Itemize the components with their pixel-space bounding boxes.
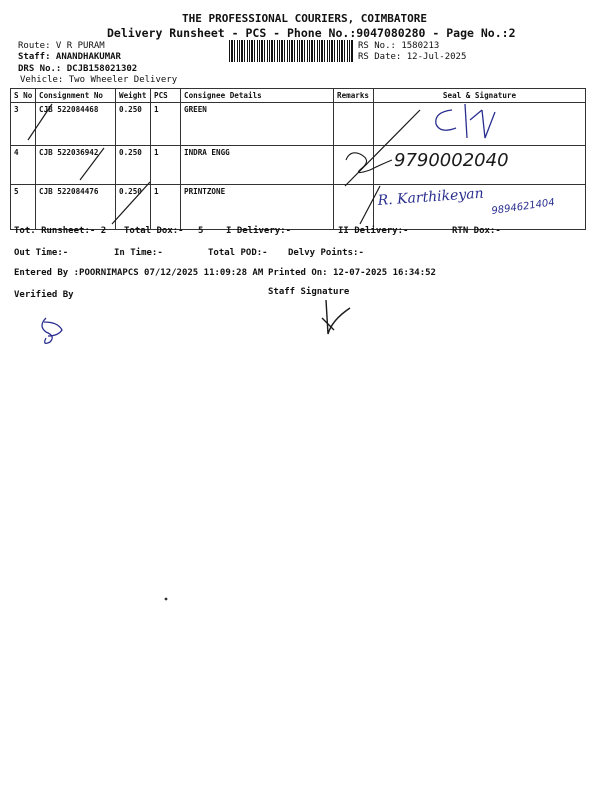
company-name: THE PROFESSIONAL COURIERS, COIMBATORE bbox=[182, 12, 428, 25]
cell-remarks bbox=[334, 185, 374, 230]
row3-name-handwritten: R. Karthikeyan bbox=[377, 185, 485, 209]
cell-pcs: 1 bbox=[151, 146, 181, 185]
total-dox-value: 5 bbox=[198, 226, 204, 236]
in-time-label: In Time:- bbox=[114, 248, 163, 258]
cell-sno: 3 bbox=[11, 103, 36, 146]
cell-pcs: 1 bbox=[151, 103, 181, 146]
out-time-label: Out Time:- bbox=[14, 248, 69, 258]
rs-number: RS No.: 1580213 bbox=[358, 41, 440, 51]
col-header-pcs: PCS bbox=[151, 89, 181, 103]
verified-initials bbox=[42, 318, 62, 343]
printed-on: Printed On: 12-07-2025 16:34:52 bbox=[268, 268, 436, 278]
cell-sno: 5 bbox=[11, 185, 36, 230]
drs-number: DRS No.: DCJB158021302 bbox=[18, 64, 138, 74]
rtn-dox-label: RTN Dox:- bbox=[452, 226, 501, 236]
cell-consignment: CJB 522084468 bbox=[36, 103, 116, 146]
table-row bbox=[11, 103, 586, 146]
entered-by: Entered By :POORNIMAPCS 07/12/2025 11:09:28 AM bbox=[14, 268, 264, 278]
verified-by-label: Verified By bbox=[14, 290, 74, 300]
table-header-row bbox=[11, 89, 586, 103]
staff-signature-mark bbox=[322, 300, 350, 334]
total-pod-label: Total POD:- bbox=[208, 248, 268, 258]
cell-consignee: PRINTZONE bbox=[181, 185, 334, 230]
route-label: Route: V R PURAM bbox=[18, 41, 105, 51]
cell-consignee: GREEN bbox=[181, 103, 334, 146]
i-delivery-label: I Delivery:- bbox=[226, 226, 292, 236]
col-header-seal: Seal & Signature bbox=[374, 89, 586, 103]
total-dox-label: Total Dox:- bbox=[124, 226, 184, 236]
cell-sno: 4 bbox=[11, 146, 36, 185]
col-header-weight: Weight bbox=[116, 89, 151, 103]
cell-seal bbox=[374, 185, 586, 230]
cell-remarks bbox=[334, 103, 374, 146]
cell-seal bbox=[374, 103, 586, 146]
row3-phone-handwritten: 9894621404 bbox=[490, 197, 556, 217]
tot-runsheet: Tot. Runsheet:- 2 bbox=[14, 226, 107, 236]
cell-weight: 0.250 bbox=[116, 146, 151, 185]
cell-weight: 0.250 bbox=[116, 103, 151, 146]
cell-remarks bbox=[334, 146, 374, 185]
col-header-consignee: Consignee Details bbox=[181, 89, 334, 103]
cell-pcs: 1 bbox=[151, 185, 181, 230]
col-header-sno: S No bbox=[11, 89, 36, 103]
cell-consignment: CJB 522084476 bbox=[36, 185, 116, 230]
col-header-remarks: Remarks bbox=[334, 89, 374, 103]
staff-signature-label: Staff Signature bbox=[268, 287, 350, 297]
row2-phone-handwritten: 9790002040 bbox=[394, 150, 509, 171]
ii-delivery-label: II Delivery:- bbox=[338, 226, 409, 236]
staff-label: Staff: ANANDHAKUMAR bbox=[18, 52, 121, 62]
cell-weight: 0.250 bbox=[116, 185, 151, 230]
runsheet-subtitle: Delivery Runsheet - PCS - Phone No.:9047080280 - Page No.:2 bbox=[107, 26, 516, 40]
cell-consignee: INDRA ENGG bbox=[181, 146, 334, 185]
runsheet-table bbox=[10, 88, 586, 230]
col-header-consignment: Consignment No bbox=[36, 89, 116, 103]
cell-consignment: CJB 522036942 bbox=[36, 146, 116, 185]
delvy-points-label: Delvy Points:- bbox=[288, 248, 364, 258]
table-row bbox=[11, 185, 586, 230]
table-row bbox=[11, 146, 586, 185]
barcode-image bbox=[229, 40, 353, 62]
vehicle-label: Vehicle: Two Wheeler Delivery bbox=[20, 75, 178, 85]
cell-seal bbox=[374, 146, 586, 185]
rs-date: RS Date: 12-Jul-2025 bbox=[358, 52, 467, 62]
stray-dot bbox=[165, 598, 168, 601]
